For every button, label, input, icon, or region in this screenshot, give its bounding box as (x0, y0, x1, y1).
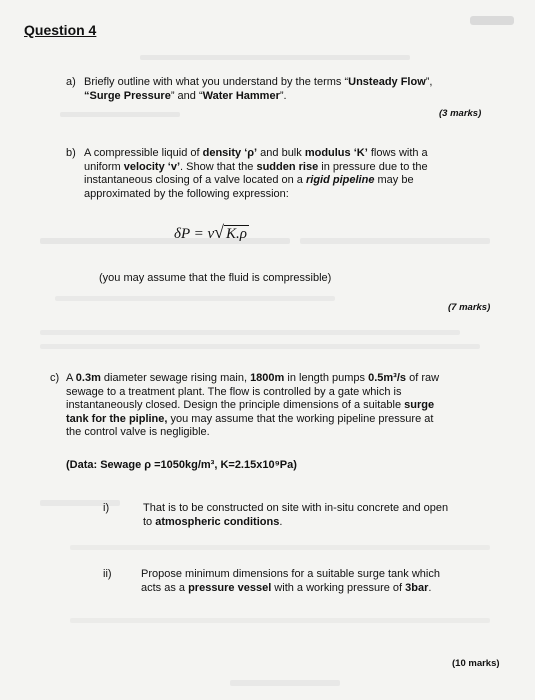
part-c-line-4: tank for the pipline, you may assume that the working pipeline pressure at (66, 412, 434, 425)
surge-equation: δP = v√ K.ρ (174, 222, 248, 242)
part-b-marks: (7 marks) (448, 302, 491, 313)
question-title: Question 4 (24, 22, 97, 38)
sub-ii-label: ii) (103, 568, 112, 580)
part-b-line-3: instantaneous closing of a valve located on a rigid pipeline may be (84, 174, 414, 186)
term-surge-pressure: Surge Pressure (89, 89, 171, 102)
equation-radicand: K.ρ (226, 226, 248, 242)
part-b-line-1: A compressible liquid of density ‘ρ’ and bulk modulus ‘K’ flows with a (84, 147, 428, 159)
sub-i-text (143, 502, 513, 529)
sub-i-label: i) (103, 502, 110, 514)
part-b-line-4: approximated by the following expression: (84, 187, 289, 200)
part-b-line-2: uniform velocity ‘v’. Show that the sudden rise in pressure due to the (84, 160, 428, 173)
part-c-line-1: A 0.3m diameter sewage rising main, 1800m in length pumps 0.5m³/s of raw (66, 372, 440, 384)
part-b-text (84, 147, 504, 201)
sub-ii-text (141, 568, 511, 595)
part-c-data: (Data: Sewage ρ =1050kg/m³, K=2.15x10⁹Pa) (66, 459, 297, 471)
part-b-assumption: (you may assume that the fluid is compressible) (99, 272, 332, 284)
sub-i-line-2: to atmospheric conditions. (143, 515, 283, 528)
part-c-text (66, 372, 516, 440)
term-unsteady-flow: Unsteady Flow (348, 76, 426, 88)
sub-i-line-1: That is to be constructed on site with in-situ concrete and open (143, 502, 449, 514)
part-c-line-5: the control valve is negligible. (66, 426, 210, 438)
term-water-hammer: Water Hammer (202, 89, 280, 102)
square-root-symbol: √ (214, 222, 225, 242)
part-c-line-3: instantaneously closed. Design the principle dimensions of a suitable surge (66, 399, 435, 411)
part-a-line-2: “Surge Pressure” and “Water Hammer”. (84, 89, 287, 102)
part-c-line-2: sewage to a treatment plant. The flow is controlled by a gate which is (66, 385, 402, 398)
part-a-line-1: Briefly outline with what you understand by the terms “Unsteady Flow”, (84, 76, 433, 88)
part-c-label: c) (50, 372, 60, 384)
part-b-label: b) (66, 147, 76, 159)
part-a-text (84, 76, 514, 103)
part-c-marks: (10 marks) (452, 658, 500, 669)
part-a-label: a) (66, 76, 76, 88)
part-a-marks: (3 marks) (439, 108, 482, 119)
sub-ii-line-1: Propose minimum dimensions for a suitable surge tank which (141, 568, 440, 580)
sub-ii-line-2: acts as a pressure vessel with a working pressure of 3bar. (141, 581, 432, 594)
